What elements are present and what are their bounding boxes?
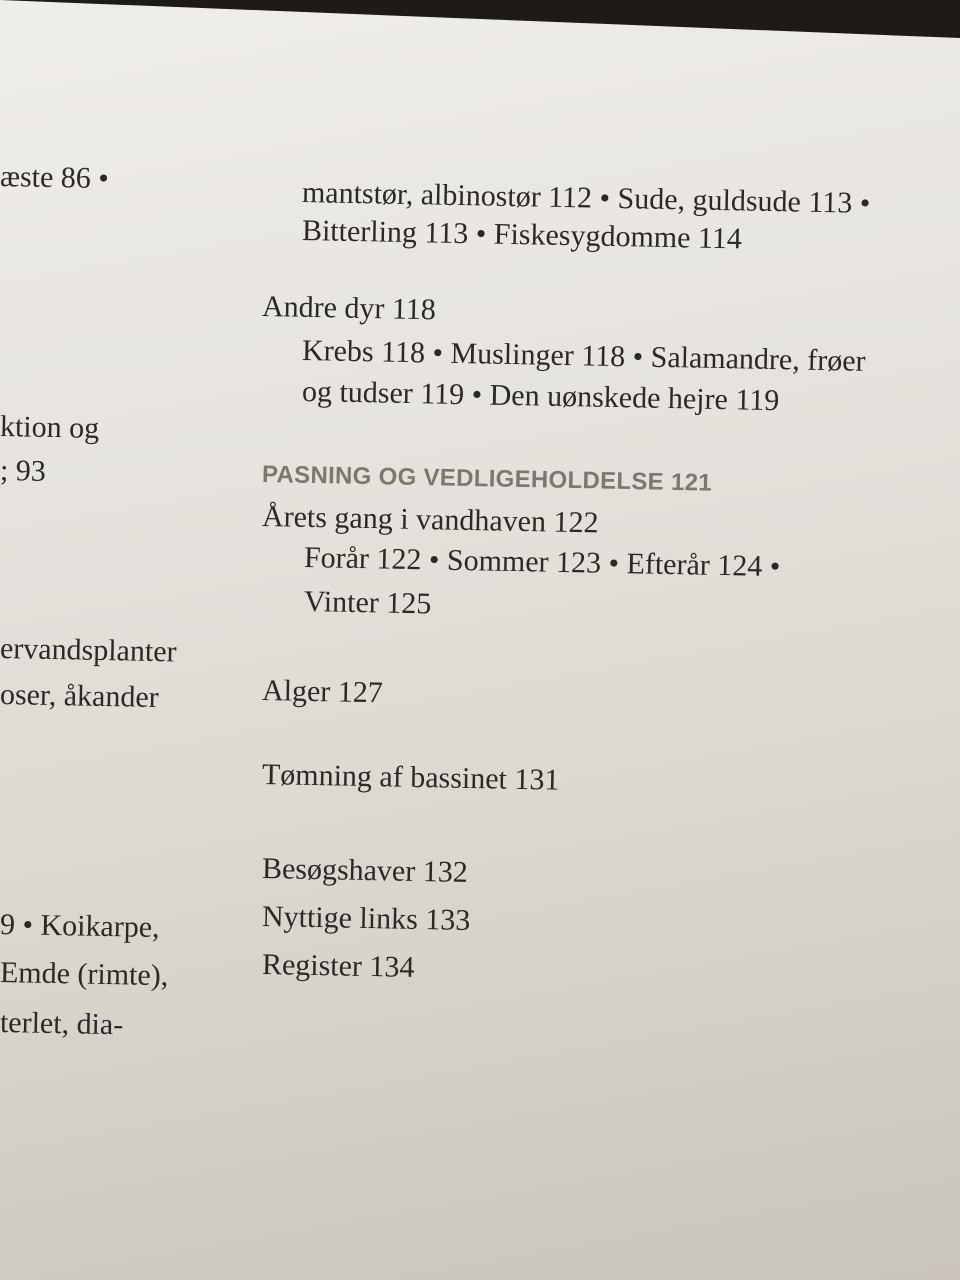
toc-subentry-line: Forår 122 • Sommer 123 • Efterår 124 •	[303, 541, 781, 584]
toc-entry-andre-dyr: Andre dyr 118	[261, 290, 437, 327]
page-edge-shadow	[0, 0, 960, 60]
left-column-line: terlet, dia-	[0, 1006, 124, 1042]
left-column-line: ervandsplanter	[0, 632, 177, 669]
left-column-line: Emde (rimte),	[0, 956, 169, 993]
left-column-line: æste 86 •	[0, 160, 110, 196]
toc-entry-register: Register 134	[261, 948, 415, 984]
left-column-line: ; 93	[0, 454, 47, 488]
toc-entry-tomning: Tømning af bassinet 131	[261, 758, 560, 797]
toc-subentry-line: og tudser 119 • Den uønskede hejre 119	[301, 375, 780, 418]
left-column-line: ktion og	[0, 410, 100, 445]
left-column-line: oser, åkander	[0, 678, 160, 715]
toc-subentry-line: Vinter 125	[303, 585, 432, 621]
toc-entry-besogshaver: Besøgshaver 132	[261, 852, 469, 889]
toc-entry-alger: Alger 127	[261, 674, 384, 710]
toc-subentry-line: mantstør, albinostør 112 • Sude, guldsude 113 •	[301, 176, 871, 220]
toc-subentry-line: Krebs 118 • Muslinger 118 • Salamandre, frøer	[301, 334, 866, 378]
toc-subentry-line: Bitterling 113 • Fiskesygdomme 114	[301, 214, 743, 256]
toc-section-heading: PASNING OG VEDLIGEHOLDELSE 121	[261, 461, 713, 497]
left-column-line: 9 • Koikarpe,	[0, 908, 160, 945]
toc-entry-arets-gang: Årets gang i vandhaven 122	[261, 500, 599, 540]
toc-entry-nyttige-links: Nyttige links 133	[261, 900, 471, 937]
